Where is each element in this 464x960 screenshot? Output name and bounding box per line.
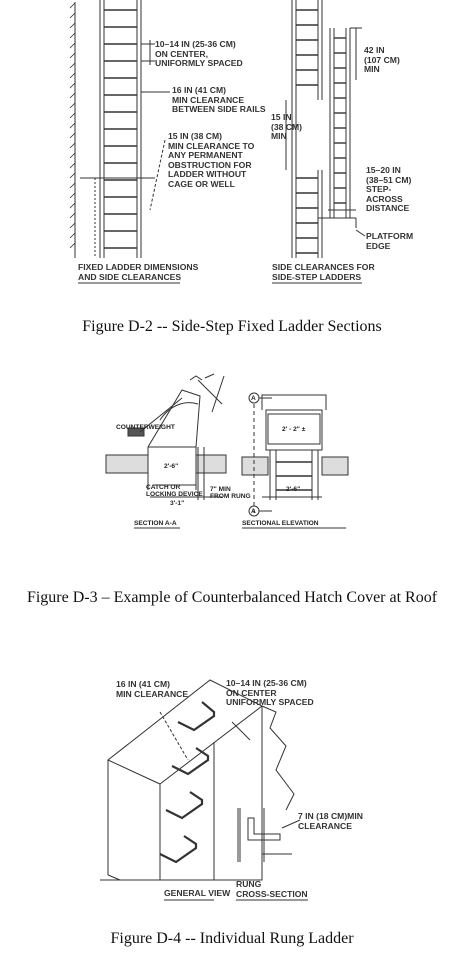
- caption-figure-d4: Figure D-4 -- Individual Rung Ladder: [110, 930, 354, 947]
- label-obstruction-clearance: 15 IN (38 CM) MIN CLEARANCE TO ANY PERMANENT OBSTRUCTION FOR LADDER WITHOUT CAGE OR WELL: [168, 131, 255, 189]
- caption-figure-d2: Figure D-2 -- Side-Step Fixed Ladder Sections: [82, 318, 382, 335]
- label-rung-spacing: 10–14 IN (25-36 CM) ON CENTER, UNIFORMLY SPACED: [155, 39, 243, 69]
- subtitle-sectional-elevation: SECTIONAL ELEVATION: [242, 520, 319, 527]
- label-width-3-1: 3'-1": [170, 500, 185, 507]
- label-min-7-clearance: 7 IN (18 CM)MIN CLEARANCE: [298, 811, 363, 831]
- label-width-2-6: 2'-6": [164, 463, 179, 470]
- subtitle-side-step: SIDE CLEARANCES FOR SIDE-STEP LADDERS: [272, 262, 375, 282]
- label-min-16-clearance: 16 IN (41 CM) MIN CLEARANCE: [116, 679, 189, 699]
- subtitle-fixed-ladder: FIXED LADDER DIMENSIONS AND SIDE CLEARANCES: [78, 262, 199, 282]
- label-min-from-rung: 7" MIN FROM RUNG: [210, 486, 251, 501]
- label-counterweight: COUNTERWEIGHT: [116, 424, 175, 431]
- caption-figure-d3: Figure D-3 – Example of Counterbalanced Hatch Cover at Roof: [26, 589, 438, 606]
- label-width-2-2: 2' - 2" ±: [282, 426, 306, 433]
- subtitle-general-view: GENERAL VIEW: [164, 888, 231, 898]
- label-rung-spacing-d4: 10–14 IN (25-36 CM) ON CENTER UNIFORMLY SPACED: [226, 678, 314, 708]
- subtitle-rung-cross-section: RUNG CROSS-SECTION: [236, 879, 308, 899]
- label-height-42: 42 IN (107 CM) MIN: [364, 45, 400, 75]
- section-marker-bottom: A: [251, 508, 256, 515]
- label-step-across: 15–20 IN (38–51 CM) STEP- ACROSS DISTANCE: [366, 165, 412, 214]
- label-platform-edge: PLATFORM EDGE: [366, 231, 414, 251]
- subtitle-section-aa: SECTION A-A: [134, 520, 177, 527]
- label-catch-locking: CATCH OR LOCKING DEVICE: [146, 484, 203, 499]
- label-rail-clearance: 16 IN (41 CM) MIN CLEARANCE BETWEEN SIDE RAILS: [172, 85, 266, 115]
- section-marker-top: A: [251, 395, 256, 402]
- label-width-2-6b: 2'-6": [286, 486, 301, 493]
- label-side-15: 15 IN (38 CM) MIN: [271, 112, 303, 142]
